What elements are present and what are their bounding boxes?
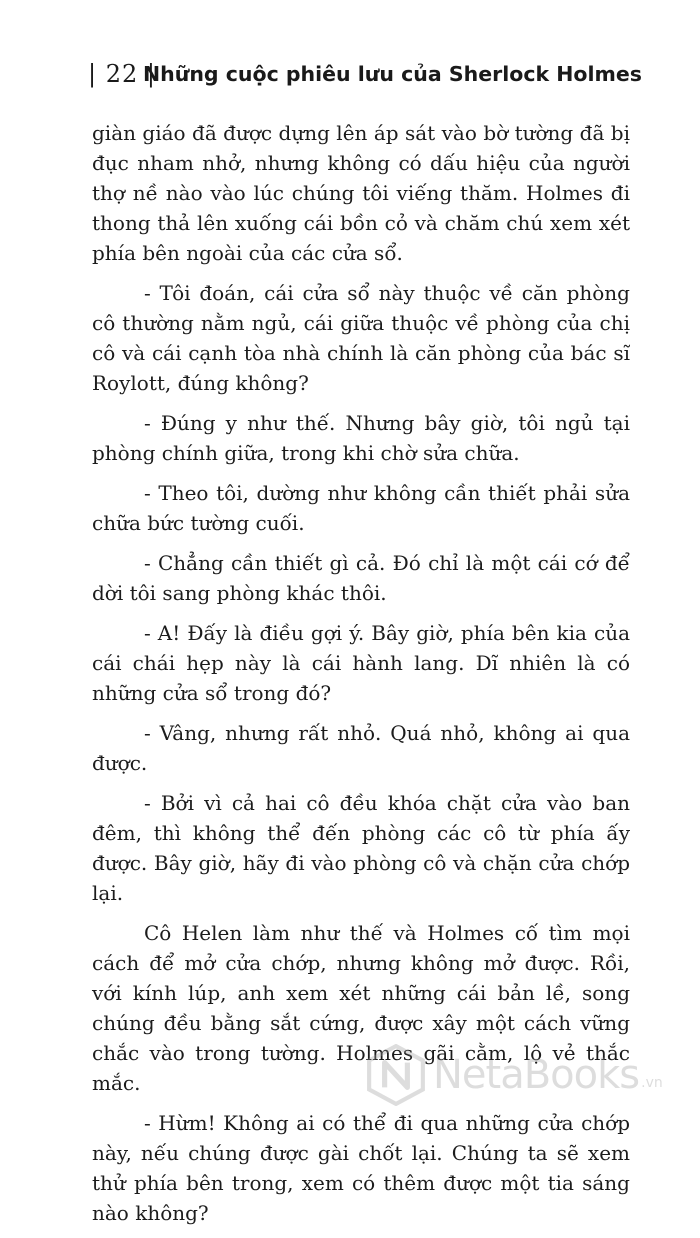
netabooks-logo-icon [365,1044,427,1106]
paragraph: - Bởi vì cả hai cô đều khóa chặt cửa vào ban đêm, thì không thể đến phòng các cô từ phía ấy được. Bây giờ, hãy đi vào phòng cô và chặn cửa chớp lại. [92,791,630,905]
paragraph: - Đúng y như thế. Nhưng bây giờ, tôi ngủ tại phòng chính giữa, trong khi chờ sửa chữa. [92,411,630,465]
running-header-title: Những cuộc phiêu lưu của Sherlock Holmes [142,62,642,86]
paragraph: - Theo tôi, dường như không cần thiết phải sửa chữa bức tường cuối. [92,481,630,535]
paragraph: Cô Helen làm như thế và Holmes cố tìm mọi cách để mở cửa chớp, nhưng không mở được. Rồi, với kính lúp, anh xem xét những cái bản lề, song chúng đều bằng sắt cứng, được xây một cách vững chắc vào trong tường. Holmes gãi cằm, lộ vẻ thắc mắc. [92,921,630,1095]
paragraph: - A! Đấy là điều gợi ý. Bây giờ, phía bên kia của cái chái hẹp này là cái hành lang. Dĩ nhiên là có những cửa sổ trong đó? [92,621,630,705]
paragraph: - Tôi đoán, cái cửa sổ này thuộc về căn phòng cô thường nằm ngủ, cái giữa thuộc về phòng của chị cô và cái cạnh tòa nhà chính là căn phòng của bác sĩ Roylott, đúng không? [92,281,630,395]
paragraph: giàn giáo đã được dựng lên áp sát vào bờ tường đã bị đục nham nhở, nhưng không có dấu hiệu của người thợ nề nào vào lúc chúng tôi viếng thăm. Holmes đi thong thả lên xuống cái bồn cỏ và chăm chú xem xét phía bên ngoài của các cửa sổ. [92,121,630,265]
paragraph: - Hừm! Không ai có thể đi qua những cửa chớp này, nếu chúng được gài chốt lại. Chúng ta sẽ xem thử phía bên trong, xem có thêm được một tia sáng nào không? [92,1111,630,1225]
watermark-suffix: .vn [641,1075,663,1091]
netabooks-watermark [365,1045,663,1105]
paragraph: - Chẳng cần thiết gì cả. Đó chỉ là một cái cớ để dời tôi sang phòng khác thôi. [92,551,630,605]
watermark-brand: NetaBooks [433,1052,640,1098]
page-number: | 22 | [88,60,156,88]
paragraph: - Vâng, nhưng rất nhỏ. Quá nhỏ, không ai qua được. [92,721,630,775]
